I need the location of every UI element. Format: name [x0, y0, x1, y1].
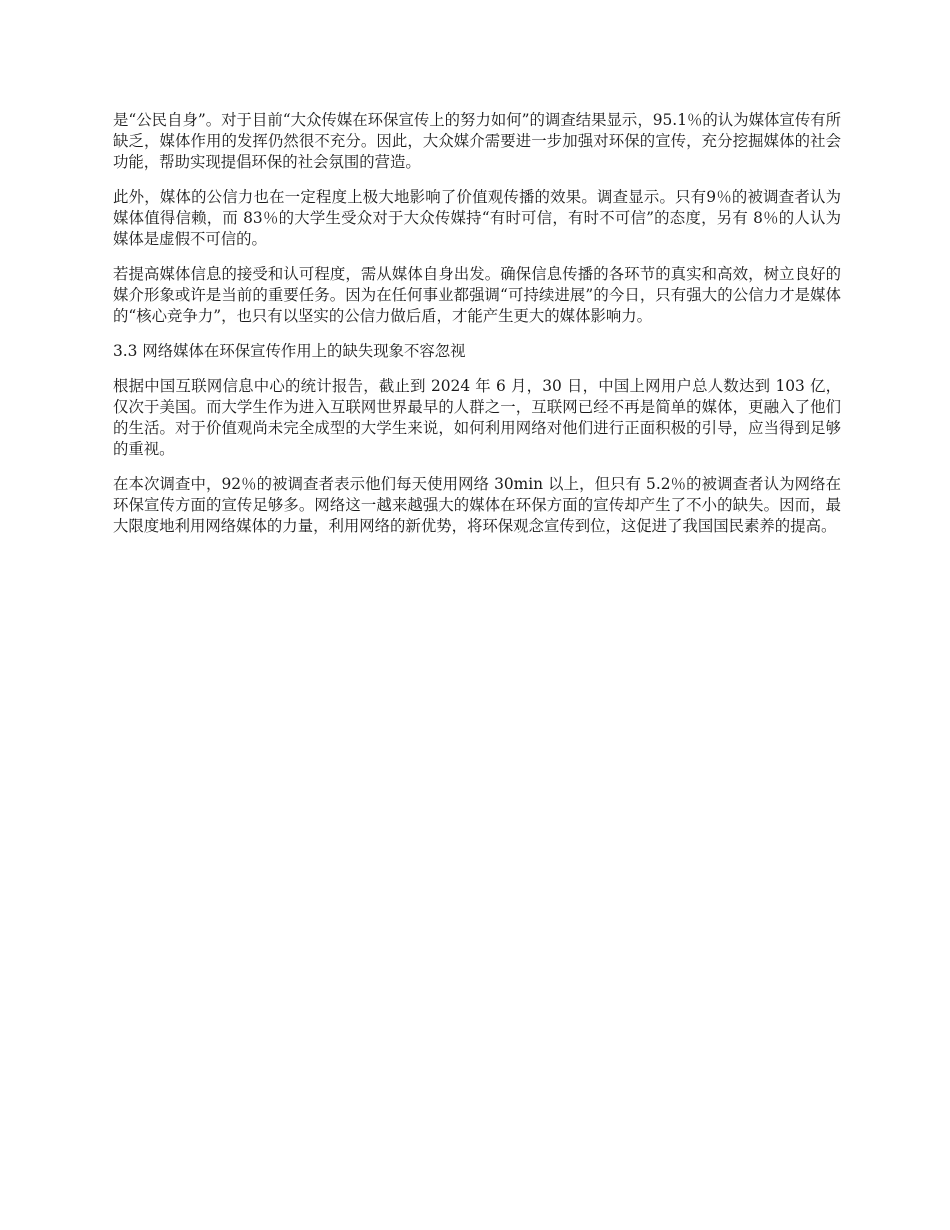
paragraph-survey-effort: 是“公民自身”。对于目前“大众传媒在环保宣传上的努力如何”的调查结果显示，95.1％的认为媒体宣传有所缺乏，媒体作用的发挥仍然很不充分。因此，大众媒介需要进一步加强对环保的宣传，充分挖掘媒体的社会功能，帮助实现提倡环保的社会氛围的营造。 — [113, 111, 841, 171]
section-heading-3-3: 3.3 网络媒体在环保宣传作用上的缺失现象不容忽视 — [113, 342, 466, 360]
paragraph-internet-stats: 根据中国互联网信息中心的统计报告，截止到 2024 年 6 月，30 日，中国上网用户总人数达到 103 亿，仅次于美国。而大学生作为进入互联网世界最早的人群之一，互联网已经不再是简单的媒体，更融入了他们的生活。对于价值观尚未完全成型的大学生来说，如何利用网络对他们进行正面积极的引导，应当得到足够的重视。 — [113, 377, 841, 458]
document-body — [113, 110, 841, 551]
paragraph-improve-acceptance: 若提高媒体信息的接受和认可程度，需从媒体自身出发。确保信息传播的各环节的真实和高效，树立良好的媒介形象或许是当前的重要任务。因为在任何事业都强调“可持续进展”的今日，只有强大的公信力才是媒体的“核心竞争力”，也只有以坚实的公信力做后盾，才能产生更大的媒体影响力。 — [113, 265, 841, 325]
paragraph-survey-internet-usage: 在本次调查中，92％的被调查者表示他们每天使用网络 30min 以上，但只有 5.2％的被调查者认为网络在环保宣传方面的宣传足够多。网络这一越来越强大的媒体在环保方面的宣传却产生了不小的缺失。因而，最大限度地利用网络媒体的力量，利用网络的新优势，将环保观念宣传到位，这促进了我国国民素养的提高。 — [113, 475, 841, 535]
paragraph-media-credibility: 此外，媒体的公信力也在一定程度上极大地影响了价值观传播的效果。调查显示。只有9％的被调查者认为媒体值得信赖，而 83％的大学生受众对于大众传媒持“有时可信，有时不可信”的态度，另有 8％的人认为媒体是虚假不可信的。 — [113, 188, 841, 248]
